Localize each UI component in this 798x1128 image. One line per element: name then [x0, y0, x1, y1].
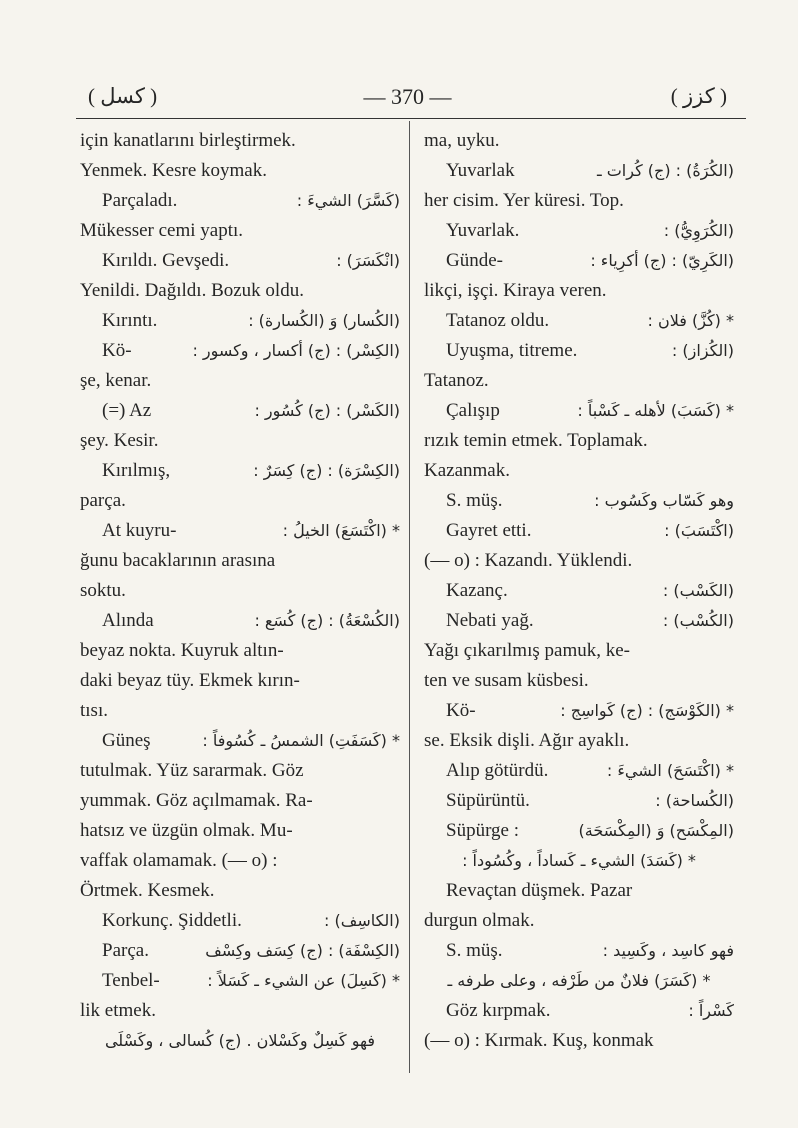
turkish-text: hatsız ve üzgün olmak. Mu-: [80, 820, 293, 841]
dictionary-line: [80, 156, 400, 186]
arabic-headword: وهو كَسّاب وكَسُوب :: [594, 491, 734, 510]
header-left-keyword: ( كسل ): [88, 84, 158, 108]
dictionary-line: [80, 666, 400, 696]
turkish-definition: Çalışıp: [446, 400, 500, 421]
dictionary-line: [424, 186, 734, 216]
turkish-definition: S. müş.: [446, 490, 503, 511]
dictionary-line: [80, 546, 400, 576]
turkish-text: Yağı çıkarılmış pamuk, ke-: [424, 640, 630, 661]
turkish-text: parça.: [80, 490, 126, 511]
arabic-headword: (الكِسْر) : (ج) أكسار ، وكسور :: [192, 341, 400, 360]
dictionary-line: [80, 846, 400, 876]
turkish-text: durgun olmak.: [424, 910, 535, 931]
dictionary-line: [424, 636, 734, 666]
turkish-definition: Güneş: [102, 730, 151, 751]
dictionary-line: [424, 876, 734, 906]
dictionary-line: [80, 876, 400, 906]
turkish-text: ğunu bacaklarının arasına: [80, 550, 276, 571]
arabic-headword: (الكَرِيّ) : (ج) أكرِياء :: [590, 251, 734, 270]
turkish-definition: Göz kırpmak.: [446, 1000, 551, 1021]
turkish-definition: Korkunç. Şiddetli.: [102, 910, 242, 931]
dictionary-line: [424, 306, 734, 336]
dictionary-line: [424, 726, 734, 756]
turkish-text: (— o) : Kırmak. Kuş, konmak: [424, 1030, 654, 1051]
turkish-text: Tatanoz.: [424, 370, 489, 391]
arabic-headword: (الكَسْب) :: [662, 581, 734, 600]
turkish-definition: At kuyru-: [102, 520, 177, 541]
dictionary-line: [424, 456, 734, 486]
turkish-definition: Parça.: [102, 940, 149, 961]
turkish-definition: Yuvarlak: [446, 160, 515, 181]
turkish-text: likçi, işçi. Kiraya veren.: [424, 280, 607, 301]
dictionary-line: [424, 966, 734, 996]
dictionary-line: [80, 396, 400, 426]
dictionary-line: [80, 816, 400, 846]
dictionary-line: [424, 1026, 734, 1056]
arabic-headword: * (كَسَفَتِ) الشمسُ ـ كُسُوفاً :: [202, 731, 400, 750]
dictionary-line: [424, 546, 734, 576]
dictionary-line: [80, 516, 400, 546]
dictionary-line: [80, 936, 400, 966]
dictionary-line: [424, 786, 734, 816]
turkish-definition: Kırılmış,: [102, 460, 171, 481]
arabic-headword: (الكِسْفَة) : (ج) كِسَف وكِسْف: [205, 941, 400, 960]
dictionary-line: [424, 906, 734, 936]
dictionary-line: [80, 126, 400, 156]
turkish-definition: Kö-: [446, 700, 476, 721]
turkish-text: ma, uyku.: [424, 130, 500, 151]
dictionary-line: [424, 666, 734, 696]
arabic-headword: * (اكْتَسَعَ) الخيلُ :: [282, 521, 400, 540]
arabic-headword: * (كَسَبَ) لأهله ـ كَسْباً :: [577, 401, 734, 420]
arabic-headword: (الكُسْعَةُ) : (ج) كُسَع :: [254, 611, 400, 630]
arabic-headword: * (اكْتَسَحَ) الشيءَ :: [606, 761, 734, 780]
turkish-definition: Revaçtan düşmek. Pazar: [446, 880, 633, 901]
dictionary-line: [80, 786, 400, 816]
dictionary-line: [424, 126, 734, 156]
dictionary-line: [80, 306, 400, 336]
dictionary-line: [80, 726, 400, 756]
arabic-headword: (الكاسِف) :: [324, 911, 400, 930]
turkish-text: daki beyaz tüy. Ekmek kırın-: [80, 670, 300, 691]
dictionary-line: [80, 336, 400, 366]
turkish-text: Mükesser cemi yaptı.: [80, 220, 244, 241]
dictionary-line: [424, 816, 734, 846]
header-right-keyword: ( كزز ): [670, 84, 727, 108]
dictionary-line: [80, 246, 400, 276]
dictionary-line: [80, 966, 400, 996]
turkish-text: için kanatlarını birleştirmek.: [80, 130, 296, 151]
dictionary-line: [80, 486, 400, 516]
turkish-definition: Nebati yağ.: [446, 610, 534, 631]
dictionary-line: [80, 186, 400, 216]
dictionary-line: [80, 996, 400, 1026]
dictionary-line: [80, 1026, 400, 1056]
arabic-headword: فهو كاسِد ، وكَسِيد :: [602, 941, 734, 960]
dictionary-line: [424, 486, 734, 516]
turkish-definition: Kırıntı.: [102, 310, 158, 331]
left-column: [80, 126, 400, 1056]
turkish-text: Yenildi. Dağıldı. Bozuk oldu.: [80, 280, 304, 301]
arabic-headword: * (كُزَّ) فلان :: [647, 311, 734, 330]
turkish-definition: Tatanoz oldu.: [446, 310, 550, 331]
turkish-text: şey. Kesir.: [80, 430, 159, 451]
page-number: — 370 —: [363, 84, 452, 109]
arabic-headword: (انْكَسَرَ) :: [336, 251, 400, 270]
dictionary-line: [80, 636, 400, 666]
turkish-text: her cisim. Yer küresi. Top.: [424, 190, 624, 211]
dictionary-line: [424, 756, 734, 786]
dictionary-line: [424, 276, 734, 306]
turkish-definition: Alıp götürdü.: [446, 760, 549, 781]
turkish-text: lik etmek.: [80, 1000, 156, 1021]
turkish-text: tısı.: [80, 700, 108, 721]
dictionary-line: [80, 456, 400, 486]
turkish-definition: Günde-: [446, 250, 503, 271]
arabic-line: * (كَسَدَ) الشيء ـ كَساداً ، وكُسُوداً :: [462, 851, 696, 870]
column-divider: [409, 121, 410, 1073]
turkish-definition: (=) Az: [102, 400, 152, 421]
arabic-line: * (كَسَرَ) فلانٌ من طَرْفه ، وعلى طرفه ـ: [447, 971, 711, 990]
dictionary-line: [424, 366, 734, 396]
page-header: [70, 84, 745, 118]
turkish-definition: Alında: [102, 610, 154, 631]
turkish-text: yummak. Göz açılmamak. Ra-: [80, 790, 313, 811]
dictionary-line: [424, 516, 734, 546]
arabic-headword: (الكِسْرَة) : (ج) كِسَرٌ :: [253, 461, 400, 480]
turkish-definition: Parçaladı.: [102, 190, 178, 211]
dictionary-line: [424, 426, 734, 456]
right-column: [424, 126, 734, 1056]
turkish-definition: Kırıldı. Gevşedi.: [102, 250, 230, 271]
turkish-definition: Yuvarlak.: [446, 220, 520, 241]
arabic-headword: (المِكْسَح) وَ (المِكْسَحَة): [578, 821, 734, 840]
turkish-text: ten ve susam küsbesi.: [424, 670, 589, 691]
dictionary-line: [80, 696, 400, 726]
dictionary-line: [80, 756, 400, 786]
turkish-definition: Uyuşma, titreme.: [446, 340, 578, 361]
turkish-text: Örtmek. Kesmek.: [80, 880, 215, 901]
header-rule: [76, 118, 746, 119]
dictionary-line: [80, 216, 400, 246]
turkish-definition: S. müş.: [446, 940, 503, 961]
dictionary-line: [80, 606, 400, 636]
turkish-text: soktu.: [80, 580, 126, 601]
turkish-definition: Kö-: [102, 340, 132, 361]
turkish-definition: Süpürüntü.: [446, 790, 530, 811]
dictionary-line: [80, 366, 400, 396]
arabic-headword: (الكُزاز) :: [671, 341, 734, 360]
turkish-text: vaffak olamamak. (— o) :: [80, 850, 278, 871]
turkish-text: rızık temin etmek. Toplamak.: [424, 430, 648, 451]
turkish-definition: Süpürge :: [446, 820, 520, 841]
arabic-line: فهو كَسِلٌ وكَسْلان . (ج) كُسالى ، وكَسْلَى: [104, 1031, 376, 1050]
arabic-headword: (الكُسْب) :: [662, 611, 734, 630]
turkish-text: (— o) : Kazandı. Yüklendi.: [424, 550, 633, 571]
dictionary-line: [80, 276, 400, 306]
dictionary-line: [424, 936, 734, 966]
dictionary-line: [424, 576, 734, 606]
turkish-text: tutulmak. Yüz sararmak. Göz: [80, 760, 304, 781]
dictionary-line: [424, 996, 734, 1026]
arabic-headword: كَسْراً :: [688, 1001, 734, 1020]
dictionary-line: [80, 426, 400, 456]
arabic-headword: * (كَسِلَ) عن الشيء ـ كَسَلاً :: [207, 971, 400, 990]
dictionary-line: [424, 696, 734, 726]
dictionary-line: [424, 336, 734, 366]
turkish-definition: Kazanç.: [446, 580, 508, 601]
dictionary-line: [424, 246, 734, 276]
turkish-text: Kazanmak.: [424, 460, 510, 481]
turkish-definition: Tenbel-: [102, 970, 160, 991]
arabic-headword: (الكُرَوِيُّ) :: [663, 221, 734, 240]
turkish-text: se. Eksik dişli. Ağır ayaklı.: [424, 730, 630, 751]
arabic-headword: (الكُساحة) :: [655, 791, 734, 810]
arabic-headword: (كَسَّرَ) الشيءَ :: [296, 191, 400, 210]
turkish-text: beyaz nokta. Kuyruk altın-: [80, 640, 284, 661]
dictionary-line: [80, 906, 400, 936]
dictionary-line: [80, 576, 400, 606]
arabic-headword: (الكُرَةُ) : (ج) كُرات ـ: [596, 161, 734, 180]
dictionary-line: [424, 396, 734, 426]
turkish-definition: Gayret etti.: [446, 520, 532, 541]
arabic-headword: (الكُسار) وَ (الكُسارة) :: [248, 311, 400, 330]
dictionary-line: [424, 606, 734, 636]
dictionary-line: [424, 156, 734, 186]
dictionary-line: [424, 846, 734, 876]
turkish-text: şe, kenar.: [80, 370, 152, 391]
arabic-headword: * (الكَوْسَج) : (ج) كَواسِج :: [560, 701, 734, 720]
dictionary-line: [424, 216, 734, 246]
turkish-text: Yenmek. Kesre koymak.: [80, 160, 267, 181]
arabic-headword: (اكْتَسَبَ) :: [664, 521, 734, 540]
arabic-headword: (الكَسْر) : (ج) كُسُور :: [254, 401, 400, 420]
